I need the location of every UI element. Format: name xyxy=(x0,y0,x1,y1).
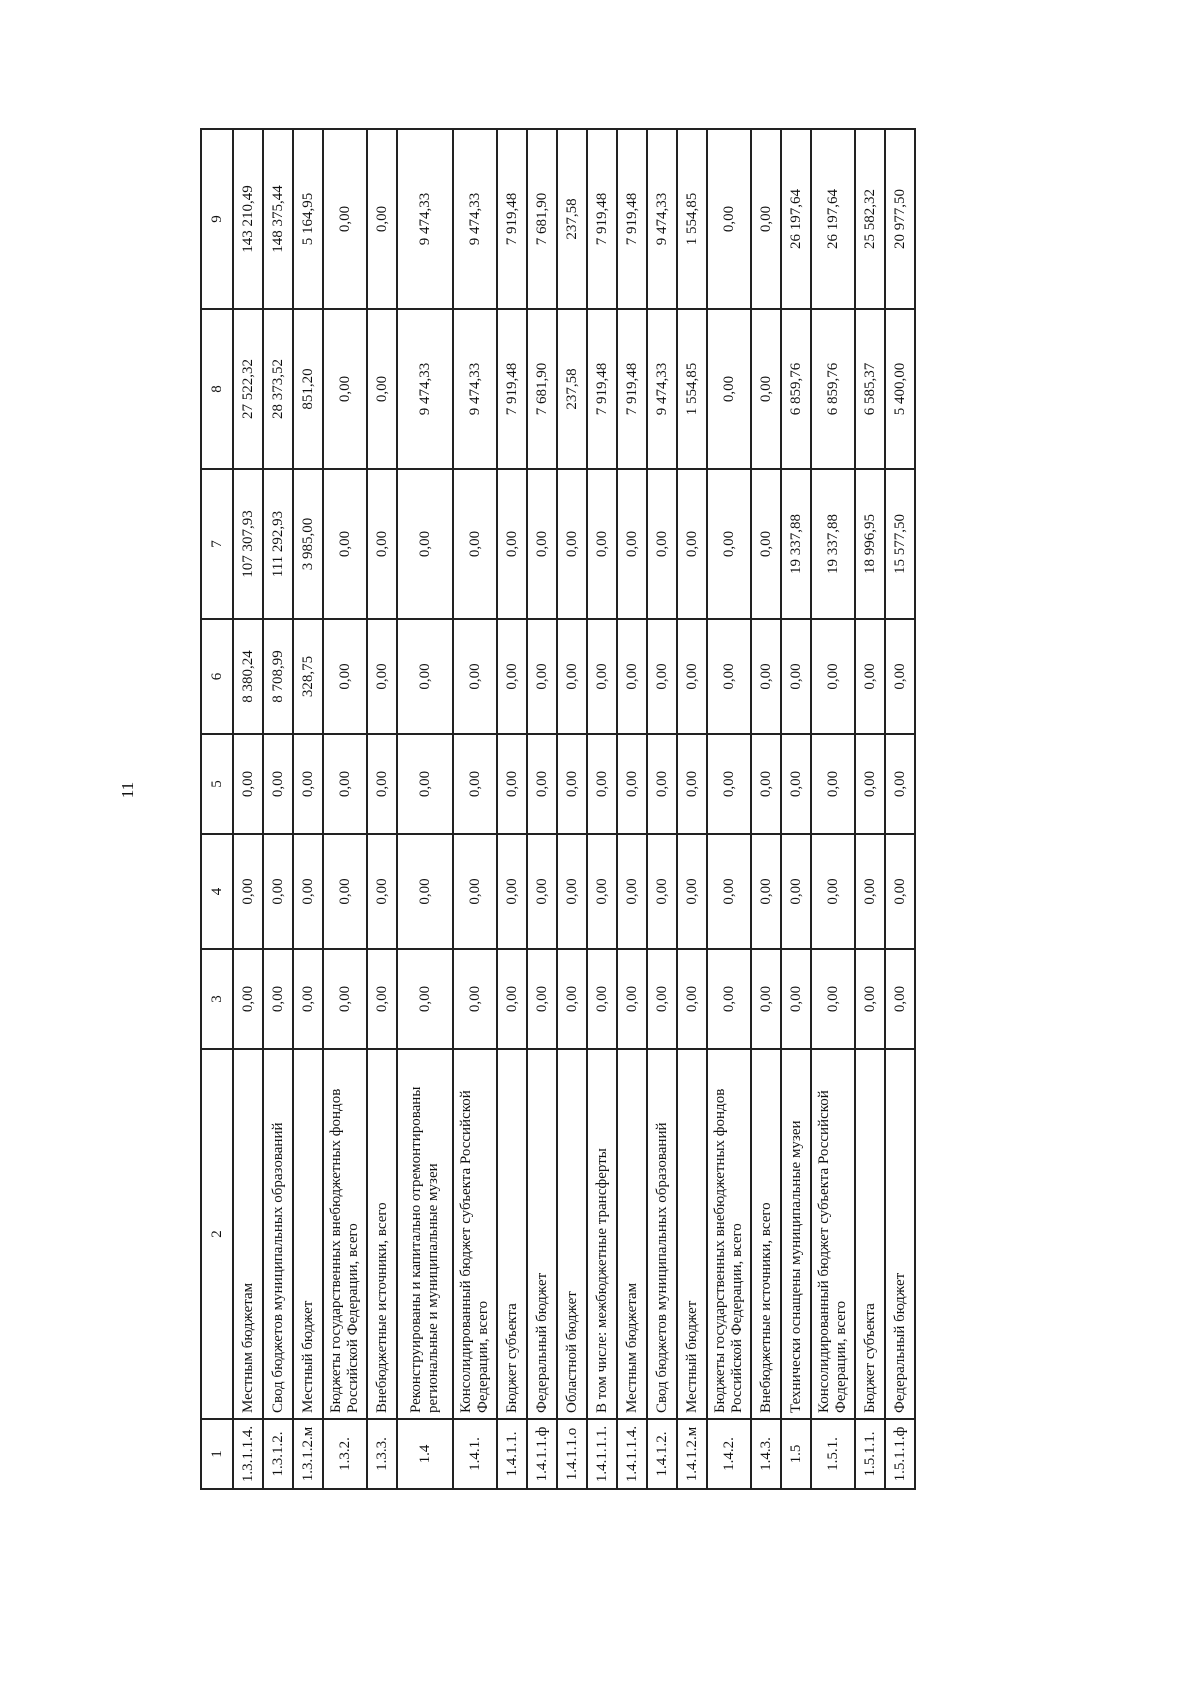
row-value: 0,00 xyxy=(677,949,707,1049)
row-code: 1.4 xyxy=(397,1419,453,1489)
row-value: 20 977,50 xyxy=(885,129,915,309)
row-name: Консолидированный бюджет субъекта Российской Федерации, всего xyxy=(453,1049,497,1419)
row-value: 107 307,93 xyxy=(233,469,263,619)
row-name: Областной бюджет xyxy=(557,1049,587,1419)
row-value: 0,00 xyxy=(453,469,497,619)
row-value: 0,00 xyxy=(751,309,781,469)
row-value: 0,00 xyxy=(527,469,557,619)
row-value: 0,00 xyxy=(367,734,397,834)
row-value: 0,00 xyxy=(323,309,367,469)
row-value: 25 582,32 xyxy=(855,129,885,309)
row-value: 6 859,76 xyxy=(811,309,855,469)
row-value: 0,00 xyxy=(367,129,397,309)
row-value: 0,00 xyxy=(557,469,587,619)
row-value: 0,00 xyxy=(885,949,915,1049)
row-value: 27 522,32 xyxy=(233,309,263,469)
row-value: 237,58 xyxy=(557,129,587,309)
table-row xyxy=(323,129,367,1489)
table-row xyxy=(497,129,527,1489)
row-value: 0,00 xyxy=(453,949,497,1049)
row-value: 0,00 xyxy=(707,129,751,309)
row-code: 1.5.1. xyxy=(811,1419,855,1489)
row-value: 0,00 xyxy=(557,834,587,949)
row-value: 0,00 xyxy=(677,469,707,619)
table-row xyxy=(453,129,497,1489)
table-row xyxy=(751,129,781,1489)
row-value: 0,00 xyxy=(527,949,557,1049)
row-value: 0,00 xyxy=(497,734,527,834)
row-value: 0,00 xyxy=(263,734,293,834)
row-code: 1.4.1.1.ф xyxy=(527,1419,557,1489)
row-code: 1.4.2. xyxy=(707,1419,751,1489)
row-name: Федеральный бюджет xyxy=(527,1049,557,1419)
row-value: 0,00 xyxy=(527,619,557,734)
row-name: Технически оснащены муниципальные музеи xyxy=(781,1049,811,1419)
row-code: 1.4.1.1.4. xyxy=(617,1419,647,1489)
row-value: 0,00 xyxy=(647,734,677,834)
row-value: 0,00 xyxy=(497,469,527,619)
row-name: Реконструированы и капитально отремонтированы региональные и муниципальные музеи xyxy=(397,1049,453,1419)
row-value: 0,00 xyxy=(647,469,677,619)
row-name: Консолидированный бюджет субъекта Российской Федерации, всего xyxy=(811,1049,855,1419)
row-value: 0,00 xyxy=(781,949,811,1049)
row-value: 0,00 xyxy=(323,469,367,619)
row-code: 1.5.1.1.ф xyxy=(885,1419,915,1489)
table-row xyxy=(587,129,617,1489)
table-row xyxy=(263,129,293,1489)
row-value: 26 197,64 xyxy=(811,129,855,309)
row-value: 0,00 xyxy=(855,949,885,1049)
row-value: 237,58 xyxy=(557,309,587,469)
row-value: 0,00 xyxy=(751,129,781,309)
table-row xyxy=(885,129,915,1489)
row-value: 0,00 xyxy=(453,734,497,834)
row-value: 9 474,33 xyxy=(453,309,497,469)
row-value: 0,00 xyxy=(263,834,293,949)
row-value: 0,00 xyxy=(811,834,855,949)
column-header: 9 xyxy=(201,129,233,309)
row-value: 0,00 xyxy=(707,469,751,619)
row-value: 15 577,50 xyxy=(885,469,915,619)
row-name: Федеральный бюджет xyxy=(885,1049,915,1419)
table-row xyxy=(557,129,587,1489)
row-value: 7 681,90 xyxy=(527,309,557,469)
row-code: 1.3.2. xyxy=(323,1419,367,1489)
row-value: 0,00 xyxy=(233,834,263,949)
row-value: 0,00 xyxy=(647,834,677,949)
row-value: 0,00 xyxy=(811,949,855,1049)
row-value: 0,00 xyxy=(677,834,707,949)
row-name: В том числе: межбюджетные трансферты xyxy=(587,1049,617,1419)
row-value: 0,00 xyxy=(885,619,915,734)
row-value: 0,00 xyxy=(453,834,497,949)
row-value: 8 708,99 xyxy=(263,619,293,734)
table-row xyxy=(811,129,855,1489)
row-value: 0,00 xyxy=(781,734,811,834)
row-code: 1.3.1.1.4. xyxy=(233,1419,263,1489)
row-value: 7 919,48 xyxy=(617,309,647,469)
row-value: 0,00 xyxy=(397,834,453,949)
row-code: 1.4.1.1.о xyxy=(557,1419,587,1489)
row-value: 0,00 xyxy=(781,834,811,949)
row-value: 0,00 xyxy=(707,309,751,469)
row-value: 0,00 xyxy=(497,834,527,949)
row-name: Свод бюджетов муниципальных образований xyxy=(647,1049,677,1419)
row-value: 0,00 xyxy=(293,834,323,949)
row-value: 8 380,24 xyxy=(233,619,263,734)
row-value: 0,00 xyxy=(811,734,855,834)
row-name: Бюджеты государственных внебюджетных фондов Российской Федерации, всего xyxy=(707,1049,751,1419)
row-name: Местный бюджет xyxy=(677,1049,707,1419)
row-value: 0,00 xyxy=(855,619,885,734)
row-value: 0,00 xyxy=(293,734,323,834)
row-value: 143 210,49 xyxy=(233,129,263,309)
row-name: Местным бюджетам xyxy=(233,1049,263,1419)
row-value: 0,00 xyxy=(367,834,397,949)
row-value: 111 292,93 xyxy=(263,469,293,619)
row-code: 1.3.1.2.м xyxy=(293,1419,323,1489)
row-value: 0,00 xyxy=(751,834,781,949)
row-value: 0,00 xyxy=(587,619,617,734)
row-value: 0,00 xyxy=(751,949,781,1049)
row-value: 0,00 xyxy=(497,619,527,734)
row-value: 0,00 xyxy=(707,834,751,949)
row-value: 19 337,88 xyxy=(811,469,855,619)
table-row xyxy=(707,129,751,1489)
row-value: 0,00 xyxy=(397,619,453,734)
row-value: 0,00 xyxy=(587,734,617,834)
row-value: 1 554,85 xyxy=(677,129,707,309)
row-value: 0,00 xyxy=(677,619,707,734)
row-code: 1.4.1. xyxy=(453,1419,497,1489)
column-header: 8 xyxy=(201,309,233,469)
table-row xyxy=(677,129,707,1489)
row-value: 0,00 xyxy=(587,469,617,619)
row-value: 7 681,90 xyxy=(527,129,557,309)
row-value: 0,00 xyxy=(367,949,397,1049)
row-value: 7 919,48 xyxy=(587,309,617,469)
row-value: 0,00 xyxy=(885,834,915,949)
row-value: 0,00 xyxy=(751,469,781,619)
row-value: 0,00 xyxy=(323,834,367,949)
row-code: 1.4.1.2. xyxy=(647,1419,677,1489)
row-value: 0,00 xyxy=(293,949,323,1049)
table-row xyxy=(367,129,397,1489)
row-value: 0,00 xyxy=(527,734,557,834)
row-value: 0,00 xyxy=(557,619,587,734)
row-value: 0,00 xyxy=(323,129,367,309)
row-value: 9 474,33 xyxy=(453,129,497,309)
row-value: 7 919,48 xyxy=(617,129,647,309)
row-value: 0,00 xyxy=(233,949,263,1049)
column-header: 4 xyxy=(201,834,233,949)
table-row xyxy=(781,129,811,1489)
column-header: 7 xyxy=(201,469,233,619)
column-header: 5 xyxy=(201,734,233,834)
row-value: 0,00 xyxy=(453,619,497,734)
row-value: 0,00 xyxy=(367,309,397,469)
row-value: 18 996,95 xyxy=(855,469,885,619)
row-value: 6 585,37 xyxy=(855,309,885,469)
row-value: 0,00 xyxy=(647,619,677,734)
row-value: 0,00 xyxy=(263,949,293,1049)
column-header: 6 xyxy=(201,619,233,734)
row-value: 7 919,48 xyxy=(497,129,527,309)
table-row xyxy=(293,129,323,1489)
row-value: 9 474,33 xyxy=(647,309,677,469)
table-row xyxy=(647,129,677,1489)
row-value: 0,00 xyxy=(707,734,751,834)
row-value: 0,00 xyxy=(781,619,811,734)
row-value: 0,00 xyxy=(587,834,617,949)
row-value: 9 474,33 xyxy=(647,129,677,309)
row-name: Внебюджетные источники, всего xyxy=(751,1049,781,1419)
row-value: 7 919,48 xyxy=(587,129,617,309)
row-value: 0,00 xyxy=(751,619,781,734)
row-value: 0,00 xyxy=(527,834,557,949)
row-code: 1.4.1.1.1. xyxy=(587,1419,617,1489)
row-name: Свод бюджетов муниципальных образований xyxy=(263,1049,293,1419)
row-value: 0,00 xyxy=(587,949,617,1049)
row-value: 0,00 xyxy=(323,949,367,1049)
row-value: 0,00 xyxy=(617,469,647,619)
row-value: 0,00 xyxy=(855,834,885,949)
page-number: 11 xyxy=(118,781,137,799)
row-value: 0,00 xyxy=(323,619,367,734)
row-code: 1.4.1.1. xyxy=(497,1419,527,1489)
row-name: Местный бюджет xyxy=(293,1049,323,1419)
row-value: 3 985,00 xyxy=(293,469,323,619)
row-value: 0,00 xyxy=(617,619,647,734)
table-row xyxy=(855,129,885,1489)
row-value: 148 375,44 xyxy=(263,129,293,309)
row-value: 0,00 xyxy=(557,734,587,834)
budget-table xyxy=(200,128,916,1490)
table-row xyxy=(233,129,263,1489)
row-code: 1.3.3. xyxy=(367,1419,397,1489)
row-name: Бюджет субъекта xyxy=(855,1049,885,1419)
row-value: 0,00 xyxy=(617,734,647,834)
row-value: 19 337,88 xyxy=(781,469,811,619)
row-code: 1.5.1.1. xyxy=(855,1419,885,1489)
row-value: 0,00 xyxy=(617,834,647,949)
row-name: Местным бюджетам xyxy=(617,1049,647,1419)
row-value: 7 919,48 xyxy=(497,309,527,469)
column-header: 2 xyxy=(201,1049,233,1419)
row-value: 1 554,85 xyxy=(677,309,707,469)
row-value: 0,00 xyxy=(617,949,647,1049)
row-value: 0,00 xyxy=(397,734,453,834)
column-header: 3 xyxy=(201,949,233,1049)
row-value: 5 400,00 xyxy=(885,309,915,469)
row-value: 851,20 xyxy=(293,309,323,469)
row-value: 0,00 xyxy=(233,734,263,834)
row-value: 0,00 xyxy=(557,949,587,1049)
row-value: 5 164,95 xyxy=(293,129,323,309)
row-value: 6 859,76 xyxy=(781,309,811,469)
row-name: Бюджеты государственных внебюджетных фондов Российской Федерации, всего xyxy=(323,1049,367,1419)
row-value: 28 373,52 xyxy=(263,309,293,469)
row-value: 26 197,64 xyxy=(781,129,811,309)
row-name: Бюджет субъекта xyxy=(497,1049,527,1419)
row-code: 1.3.1.2. xyxy=(263,1419,293,1489)
row-value: 0,00 xyxy=(367,469,397,619)
row-value: 9 474,33 xyxy=(397,309,453,469)
row-value: 0,00 xyxy=(367,619,397,734)
table-body xyxy=(233,129,915,1489)
row-value: 328,75 xyxy=(293,619,323,734)
row-value: 0,00 xyxy=(811,619,855,734)
row-value: 0,00 xyxy=(707,619,751,734)
row-value: 0,00 xyxy=(751,734,781,834)
column-header: 1 xyxy=(201,1419,233,1489)
row-code: 1.4.3. xyxy=(751,1419,781,1489)
table-header-row xyxy=(201,129,233,1489)
table-row xyxy=(397,129,453,1489)
row-code: 1.5 xyxy=(781,1419,811,1489)
row-value: 0,00 xyxy=(855,734,885,834)
table-row xyxy=(617,129,647,1489)
row-value: 9 474,33 xyxy=(397,129,453,309)
row-value: 0,00 xyxy=(707,949,751,1049)
row-value: 0,00 xyxy=(677,734,707,834)
row-value: 0,00 xyxy=(647,949,677,1049)
row-name: Внебюджетные источники, всего xyxy=(367,1049,397,1419)
row-value: 0,00 xyxy=(323,734,367,834)
row-value: 0,00 xyxy=(397,469,453,619)
row-code: 1.4.1.2.м xyxy=(677,1419,707,1489)
row-value: 0,00 xyxy=(497,949,527,1049)
budget-table-container xyxy=(200,130,1040,1490)
row-value: 0,00 xyxy=(397,949,453,1049)
table-row xyxy=(527,129,557,1489)
row-value: 0,00 xyxy=(885,734,915,834)
